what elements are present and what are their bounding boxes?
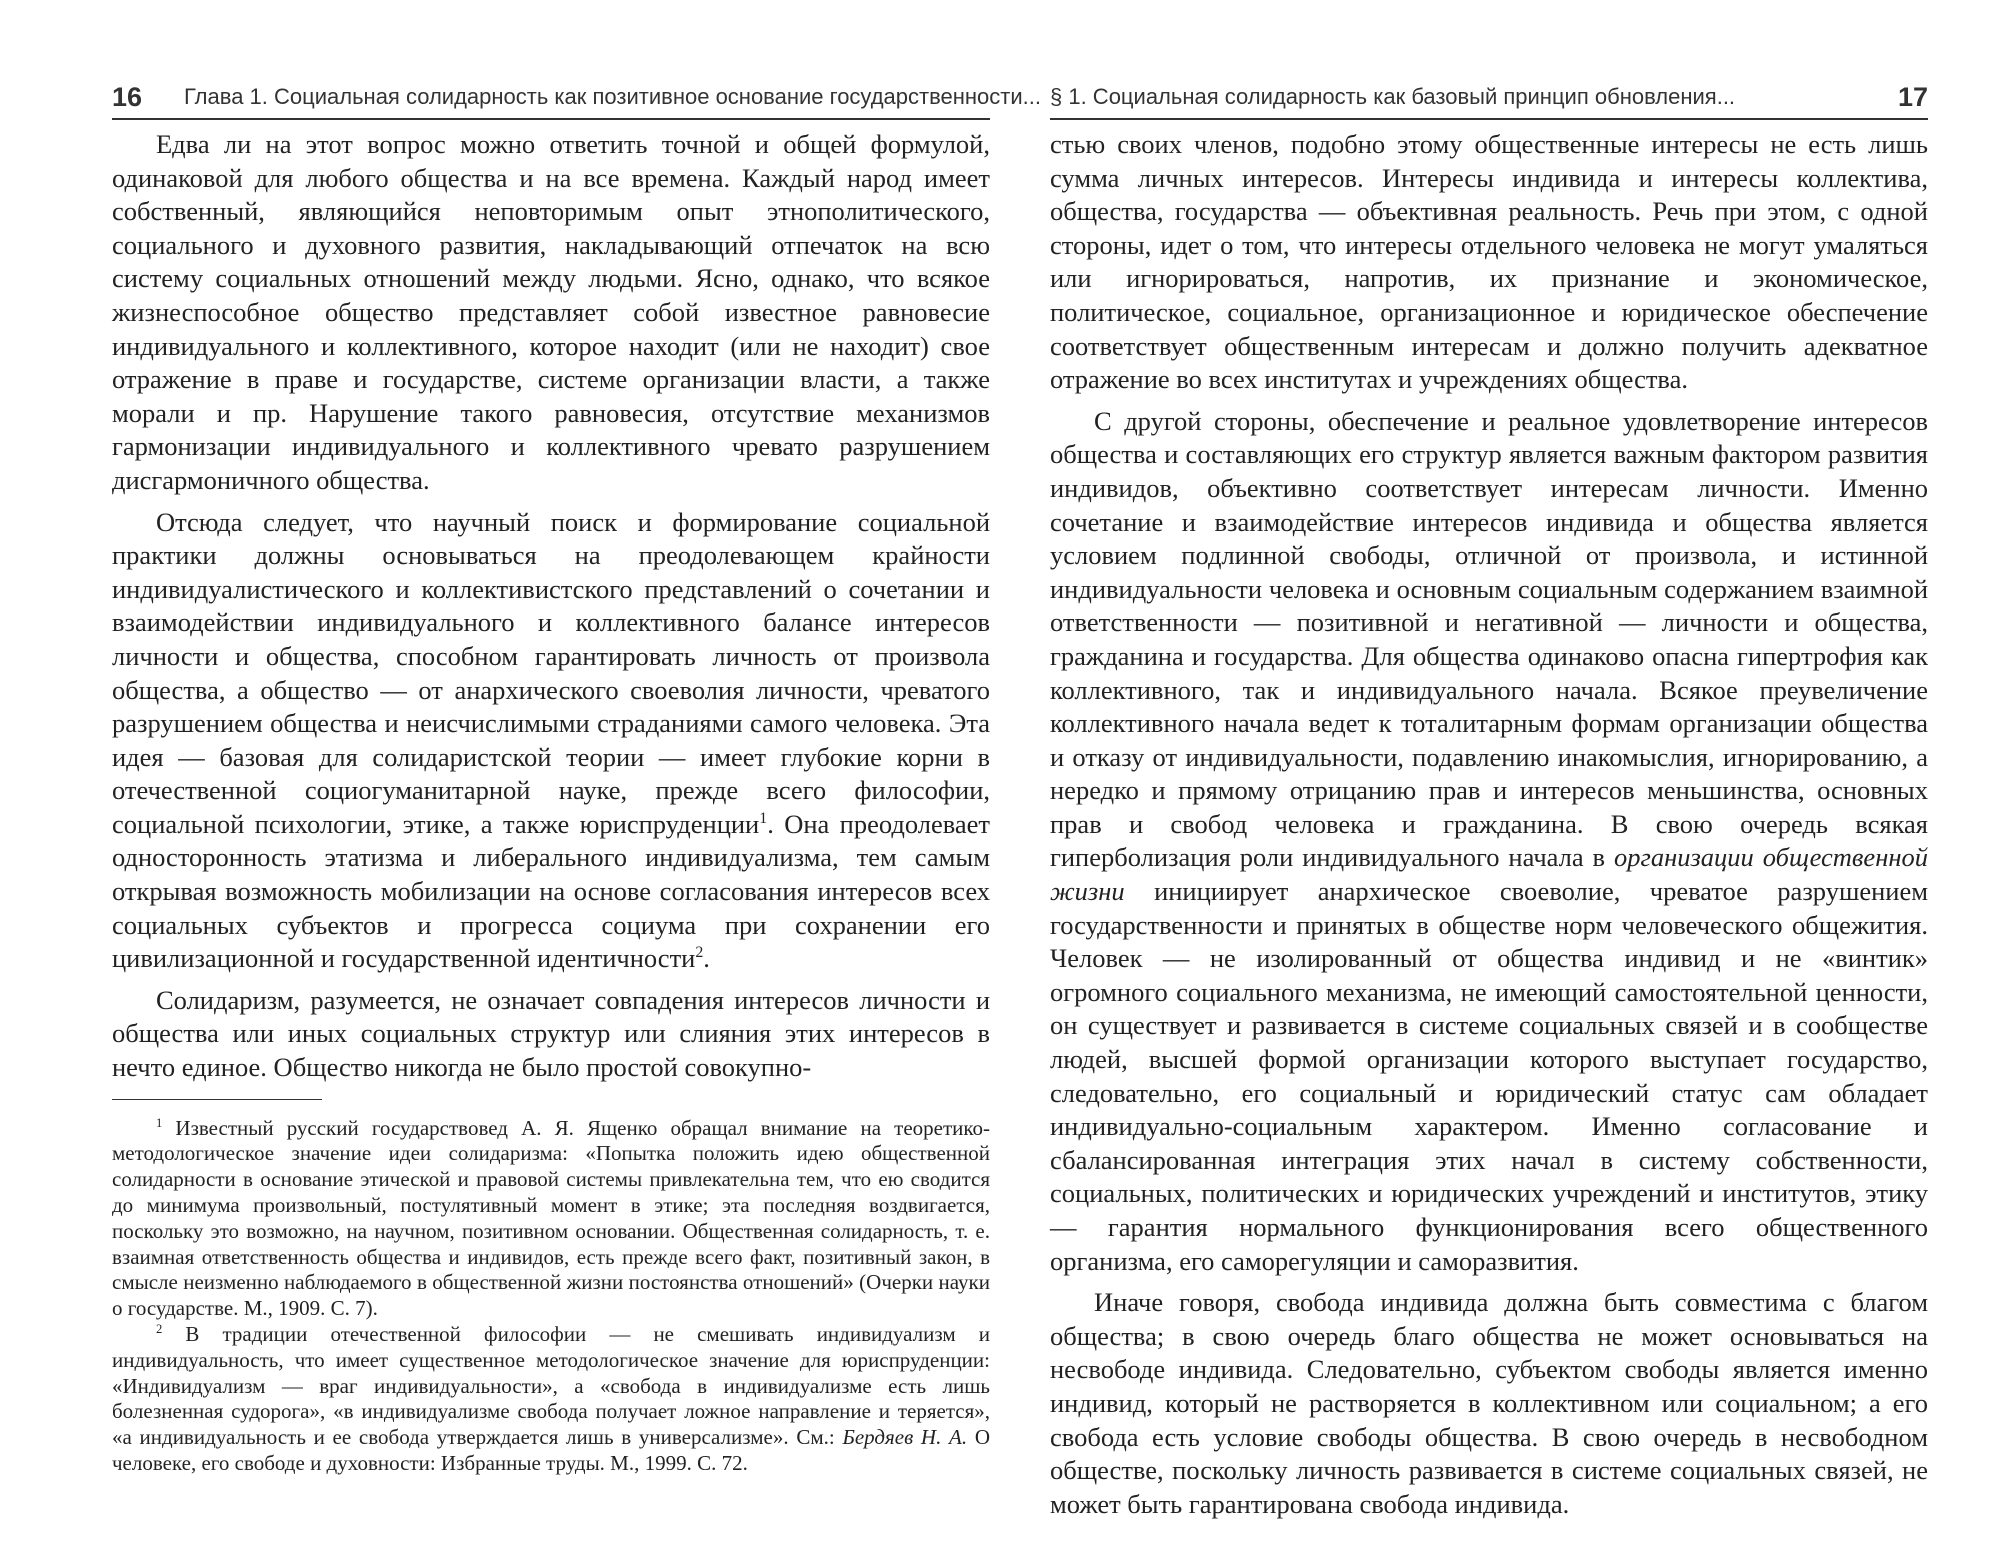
footnotes — [112, 1116, 990, 1477]
left-running-head — [112, 78, 1041, 120]
right-page — [1050, 78, 1928, 1521]
right-paragraph-3: Иначе говоря, свобода индивида должна быть совместима с благом общества; в свою очередь благо общества не может основываться на несвободе индивида. Следовательно, субъектом свободы является именно индивид, который не растворяется в коллективном или социальном; а его свобода есть условие свободы общества. В свою очередь в несвободном обществе, поскольку личность развивается в системе социальных связей, не может быть гарантирована свобода индивида. — [1050, 1287, 1928, 1519]
footnote-1-mark: 1 — [156, 1115, 163, 1130]
footnote-2-mark: 2 — [156, 1322, 163, 1336]
footnote-1-text: Известный русский государствовед А. Я. Ященко обращал внимание на теоретико-методологическое значение идеи солидаризма: «Попытка положить идею общественной солидарности в основание этической и правовой системы привлекательна тем, что ею сводится до минимума произвольный, постулятивный момент в этике; эта последняя воздвигается, поскольку это возможно, на научном, позитивном основании. Общественная солидарность, т. е. взаимная ответственность общества и индивидов, есть прежде всего факт, позитивный закон, в смысле неизменно наблюдаемого в общественной жизни постоянства отношений» (Очерки науки о государстве. М., 1909. С. 7). — [112, 1115, 991, 1321]
left-paragraph-1: Едва ли на этот вопрос можно ответить точной и общей формулой, одинаковой для любого общества и на все времена. Каждый народ имеет собственный, являющийся неповторимым опыт этнополитического, социального и духовного развития, накладывающий отпечаток на всю систему социальных отношений между людьми. Ясно, однако, что всякое жизнеспособное общество представляет собой известное равновесие индивидуального и коллективного, которое находит (или не находит) свое отражение в праве и государстве, системе организации власти, а также морали и пр. Нарушение такого равновесия, отсутствие механизмов гармонизации индивидуального и коллективного чревато разрушением дисгармоничного общества. — [112, 129, 990, 495]
footnote-2-author: Бердяев Н. А. — [842, 1425, 968, 1450]
left-paragraph-3: Солидаризм, разумеется, не означает совпадения интересов личности и общества или иных социальных структур или слияния этих интересов в нечто единое. Общество никогда не было простой совокупно- — [112, 984, 990, 1083]
left-page-number: 16 — [112, 82, 143, 112]
right-paragraph-2 — [1050, 405, 1928, 1278]
right-paragraph-2-b: инициирует анархическое своеволие, чреватое разрушением государственности и принятых в обществе норм человеческого общежития. Человек — не изолированный от общества индивид и не «винтик» огромного социального механизма, не имеющий самостоятельной ценности, он существует и развивается в системе социальных связей и в сообществе людей, высшей формой организации которого выступает государство, следовательно, его социальный и юридический статус сам обладает индивидуально-социальным характером. Именно согласование и сбалансированная интеграция этих начал в систему собственности, социальных, политических и юридических учреждений и институтов, этику — гарантия нормального функционирования всего общественного организма, его саморегуляции и саморазвития. — [1050, 876, 1929, 1276]
left-body — [112, 128, 990, 1085]
left-paragraph-2-continuation: Она преодолевает односторонность этатизма и либерального индивидуализма, тем самым открывая возможность мобилизации на основе согласования интересов всех социальных субъектов и прогресса социума при сохранении его цивилизационной и государственной идентичности — [112, 808, 990, 974]
right-running-head — [1050, 78, 1928, 120]
right-paragraph-2-a: С другой стороны, обеспечение и реальное удовлетворение интересов общества и составляющих его структур является важным фактором развития индивидов, объективно соответствует интересам личности. Именно сочетание и взаимодействие интересов индивида и общества является условием подлинной свободы, отличной от произвола, и истинной индивидуальности человека и основным социальным содержанием взаимной ответственности — позитивной и негативной — личности и общества, гражданина и государства. Для общества одинаково опасна гипертрофия как коллективного, так и индивидуального начала. Всякое преувеличение коллективного начала ведет к тоталитарным формам организации общества и отказу от индивидуальности, подавлению инакомыслия, игнорированию, а нередко и прямому отрицанию прав и интересов меньшинства, основных прав и свобод человека и гражданина. В свою очередь всякая гиперболизация роли индивидуального начала в — [1050, 405, 1928, 873]
right-body — [1050, 128, 1928, 1521]
footnote-1 — [112, 1116, 990, 1322]
right-paragraph-2-italic: организации общественной жизни — [1050, 842, 1928, 907]
right-page-number: 17 — [1897, 82, 1928, 112]
footnote-ref-2: 2 — [695, 944, 704, 962]
footnote-2-tail: О человеке, его свободе и духовности: Избранные труды. М., 1999. С. 72. — [112, 1425, 991, 1475]
left-paragraph-2-text: Отсюда следует, что научный поиск и формирование социальной практики должны основываться на преодолевающем крайности индивидуалистического и коллективистского представлений о сочетании и взаимодействии индивидуального и коллективного балансе интересов личности и общества, способном гарантировать личность от произвола общества, а общество — от анархического своеволия личности, чреватого разрушением общества и неисчислимыми страданиями самого человека. Эта идея — базовая для солидаристской теории — имеет глубокие корни в отечественной социогуманитарной науке, прежде всего философии, социальной психологии, этике, а также юриспруденции — [112, 506, 990, 839]
left-page — [112, 78, 1041, 1477]
footnote-divider — [112, 1099, 322, 1100]
left-running-title: Глава 1. Социальная солидарность как позитивное основание государственности... — [184, 84, 1041, 109]
footnote-ref-1: 1 — [759, 810, 768, 828]
footnote-2-text: В традиции отечественной философии — не смешивать индивидуализм и индивидуальность, что имеет существенное методологическое значение для юриспруденции: «Индивидуализм — враг индивидуальности», а «свобода в индивидуализме есть лишь болезненная судорога», «в индивидуализме свобода получает ложное направление и теряется», «а индивидуальность и ее свобода утверждается лишь в универсализме». См.: — [112, 1322, 990, 1450]
right-running-title: § 1. Социальная солидарность как базовый принцип обновления... — [1050, 84, 1736, 109]
left-paragraph-2: Отсюда следует, что научный поиск и формирование социальной практики должны основываться на преодолевающем крайности индивидуалистического и коллективистского представлений о сочетании и взаимодействии индивидуального и коллективного балансе интересов личности и общества, способном гарантировать личность от произвола общества, а общество — от анархического своеволия личности, чреватого разрушением общества и неисчислимыми страданиями самого человека. Эта идея — базовая для солидаристской теории — имеет глубокие корни в отечественной социогуманитарной науке, прежде всего философии, социальной психологии, этике, а также юриспруденции$^1$. Она преодолевает односторонность этатизма и либерального индивидуализма, тем самым открывая возможность мобилизации на основе согласования интересов всех социальных субъектов и прогресса социума при сохранении его цивилизационной и государственной идентичности$^2$. — [112, 506, 990, 974]
footnote-2 — [112, 1322, 990, 1477]
right-paragraph-1: стью своих членов, подобно этому общественные интересы не есть лишь сумма личных интересов. Интересы индивида и интересы коллектива, общества, государства — объективная реальность. Речь при этом, с одной стороны, идет о том, что интересы отдельного человека не могут умаляться или игнорироваться, напротив, их признание и экономическое, политическое, социальное, организационное и юридическое обеспечение соответствует общественным интересам и должно получить адекватное отражение во всех институтах и учреждениях общества. — [1050, 129, 1928, 395]
